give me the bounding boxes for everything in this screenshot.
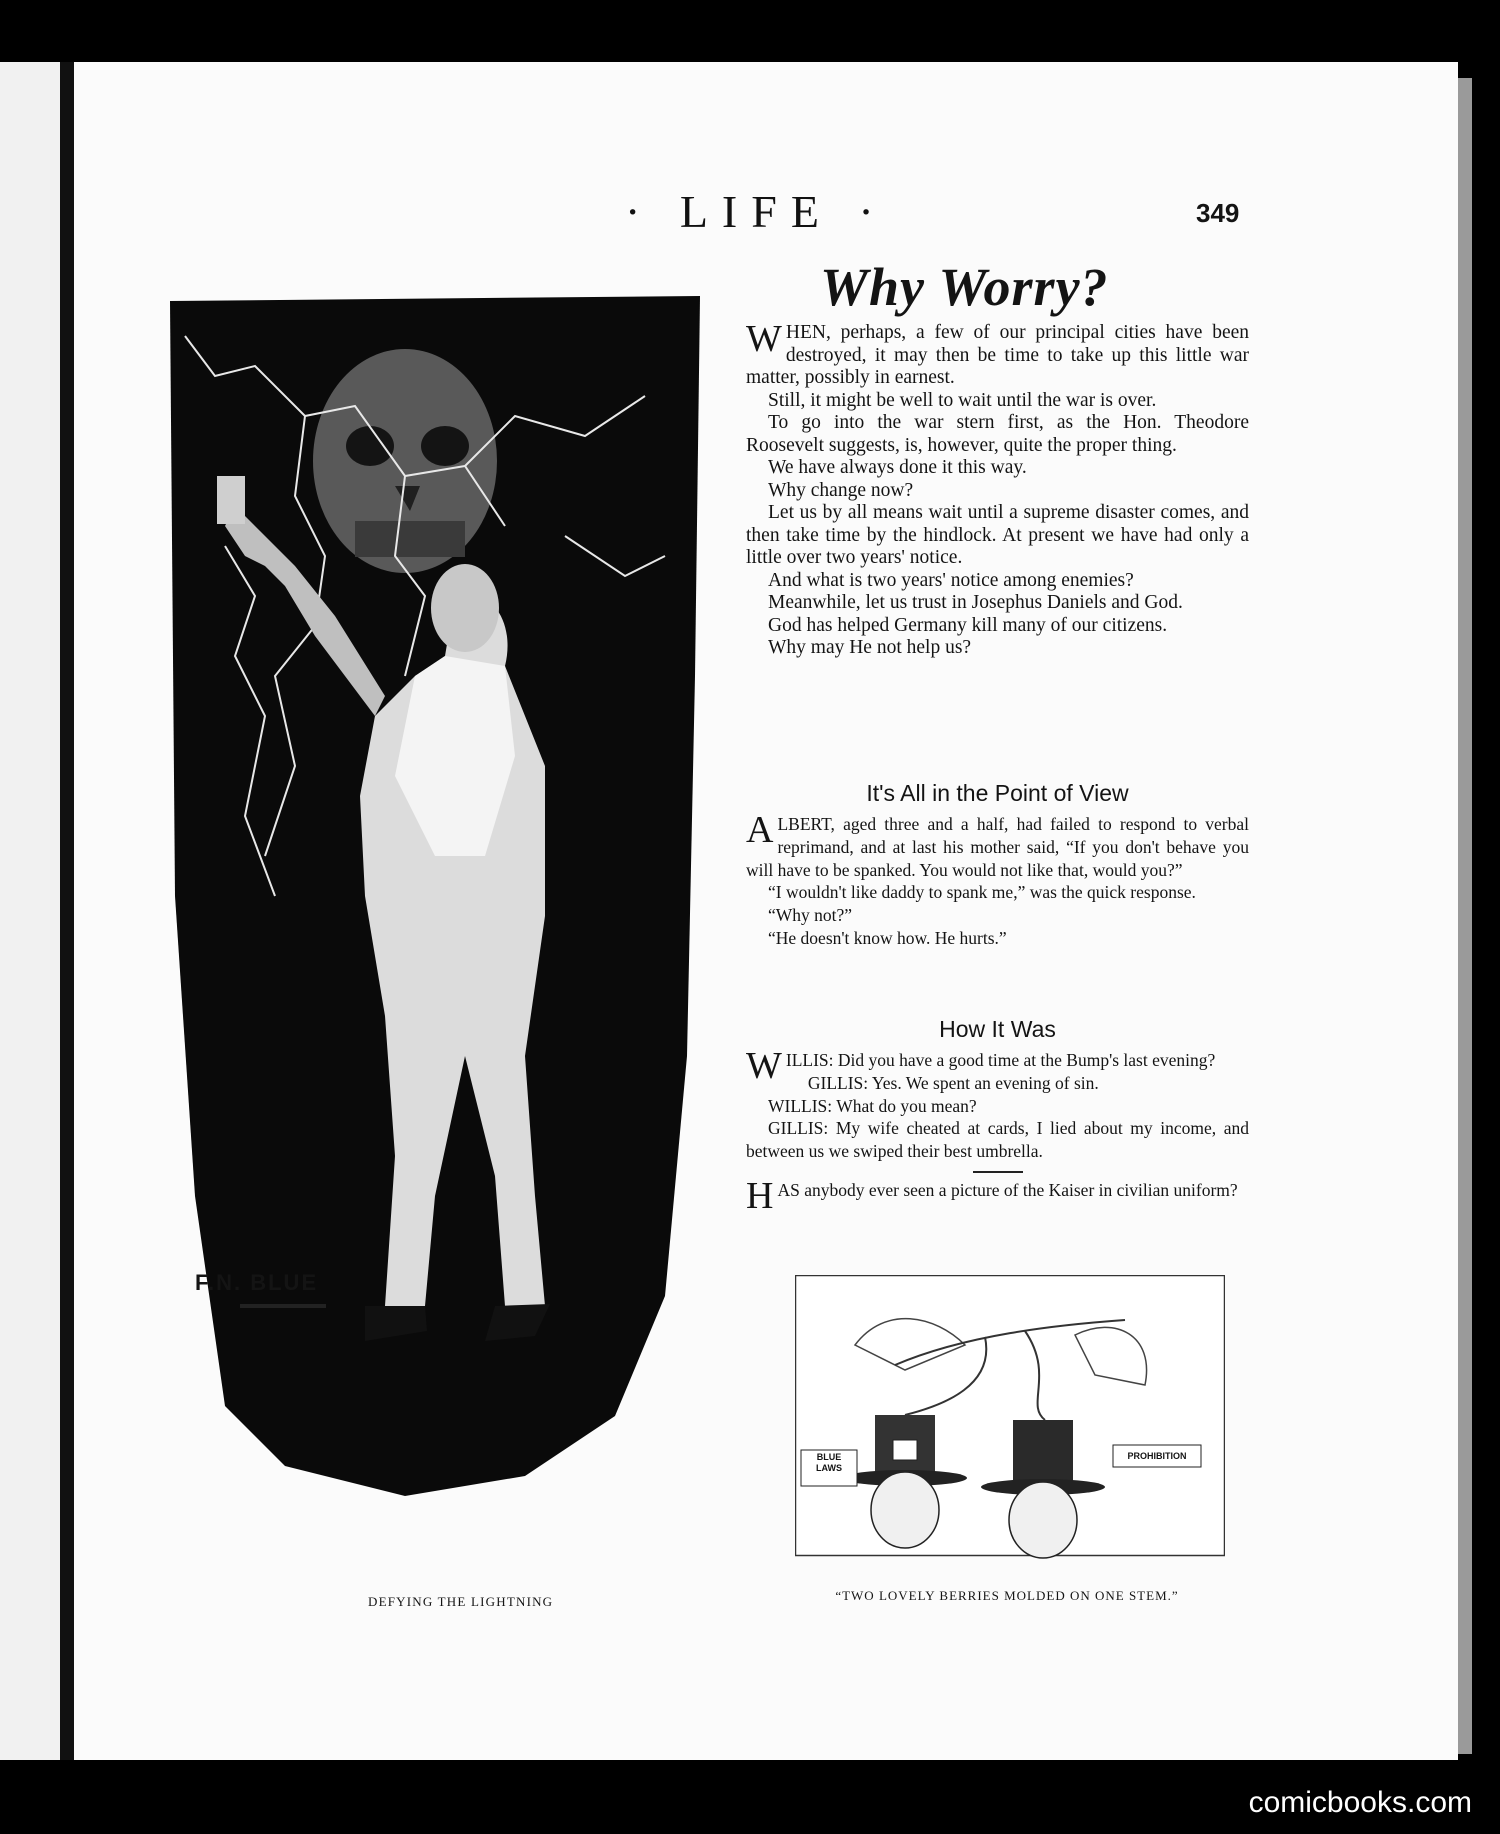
dialogue-line: GILLIS: Yes. We spent an evening of sin. xyxy=(807,1072,1099,1093)
masthead: · LIFE · xyxy=(625,186,888,237)
artist-signature: F.N. BLUE xyxy=(195,1270,319,1295)
page-edge xyxy=(1458,78,1472,1754)
article-paragraph: To go into the war stern first, as the Hon. Theodore Roosevelt suggests, is, however, quite the proper thing. xyxy=(746,412,1249,456)
cartoon-label-blue-laws: BLUE LAWS xyxy=(816,1452,842,1473)
article-paragraph xyxy=(746,809,1249,881)
previous-page-edge xyxy=(0,62,60,1760)
paragraph-text: AS anybody ever seen a picture of the Kaiser in civilian uniform? xyxy=(777,1179,1238,1200)
illustration-defying-the-lightning xyxy=(165,296,705,1541)
paragraph-text: LBERT, aged three and a half, had failed to respond to verbal reprimand, and at last his mother said, “If you don't behave you will have to be spanked. You would not like that, would you?” xyxy=(746,814,1249,880)
cartoon-label-prohibition: PROHIBITION xyxy=(1127,1451,1187,1461)
article-paragraph: God has helped Germany kill many of our citizens. xyxy=(768,614,1168,636)
paragraph-text: ILLIS: Did you have a good time at the Bump's last evening? xyxy=(785,1050,1216,1070)
section-heading: It's All in the Point of View xyxy=(866,780,1129,806)
page-number: 349 xyxy=(1196,198,1240,228)
drop-cap: H xyxy=(746,1174,774,1217)
article-why-worry xyxy=(746,318,1249,660)
article-paragraph: Meanwhile, let us trust in Josephus Daniels and God. xyxy=(768,592,1183,613)
article-paragraph: “Why not?” xyxy=(768,905,853,926)
cartoon-two-berries xyxy=(795,1275,1225,1597)
article-paragraph xyxy=(746,1174,1249,1217)
article-paragraph: Why change now? xyxy=(768,479,914,501)
illustration-caption: DEFYING THE LIGHTNING xyxy=(368,1594,554,1609)
article-title: Why Worry? xyxy=(820,257,1109,317)
article-paragraph xyxy=(746,318,1249,390)
section-heading: How It Was xyxy=(939,1016,1056,1042)
binding-gutter xyxy=(60,62,74,1760)
paragraph-text: HEN, perhaps, a few of our principal cities have been destroyed, it may then be time to take up this little war matter, possibly in earnest. xyxy=(746,322,1249,388)
article-paragraph: We have always done it this way. xyxy=(768,457,1027,478)
drop-cap: A xyxy=(746,809,774,851)
article-paragraph: Why may He not help us? xyxy=(768,637,972,658)
article-paragraph: “I wouldn't like daddy to spank me,” was the quick response. xyxy=(768,882,1196,903)
article-point-of-view xyxy=(746,780,1249,950)
article-paragraph: “He doesn't know how. He hurts.” xyxy=(768,927,1007,948)
drop-cap: W xyxy=(746,318,782,360)
watermark: comicbooks.com xyxy=(1248,1786,1472,1819)
article-paragraph: Let us by all means wait until a supreme disaster comes, and then take time by the hindlock. At present we have had only a little over two years' notice. xyxy=(746,502,1249,568)
article-paragraph: Still, it might be well to wait until the war is over. xyxy=(768,389,1157,411)
drop-cap: W xyxy=(746,1045,782,1087)
dialogue-line: WILLIS: What do you mean? xyxy=(768,1095,977,1116)
article-how-it-was xyxy=(746,1016,1249,1217)
cartoon-caption: “TWO LOVELY BERRIES MOLDED ON ONE STEM.” xyxy=(835,1588,1179,1603)
article-paragraph: And what is two years' notice among enemies? xyxy=(768,569,1134,591)
section-divider xyxy=(973,1171,1023,1173)
dialogue-line: GILLIS: My wife cheated at cards, I lied about my income, and between us we swiped their best umbrella. xyxy=(746,1118,1249,1162)
